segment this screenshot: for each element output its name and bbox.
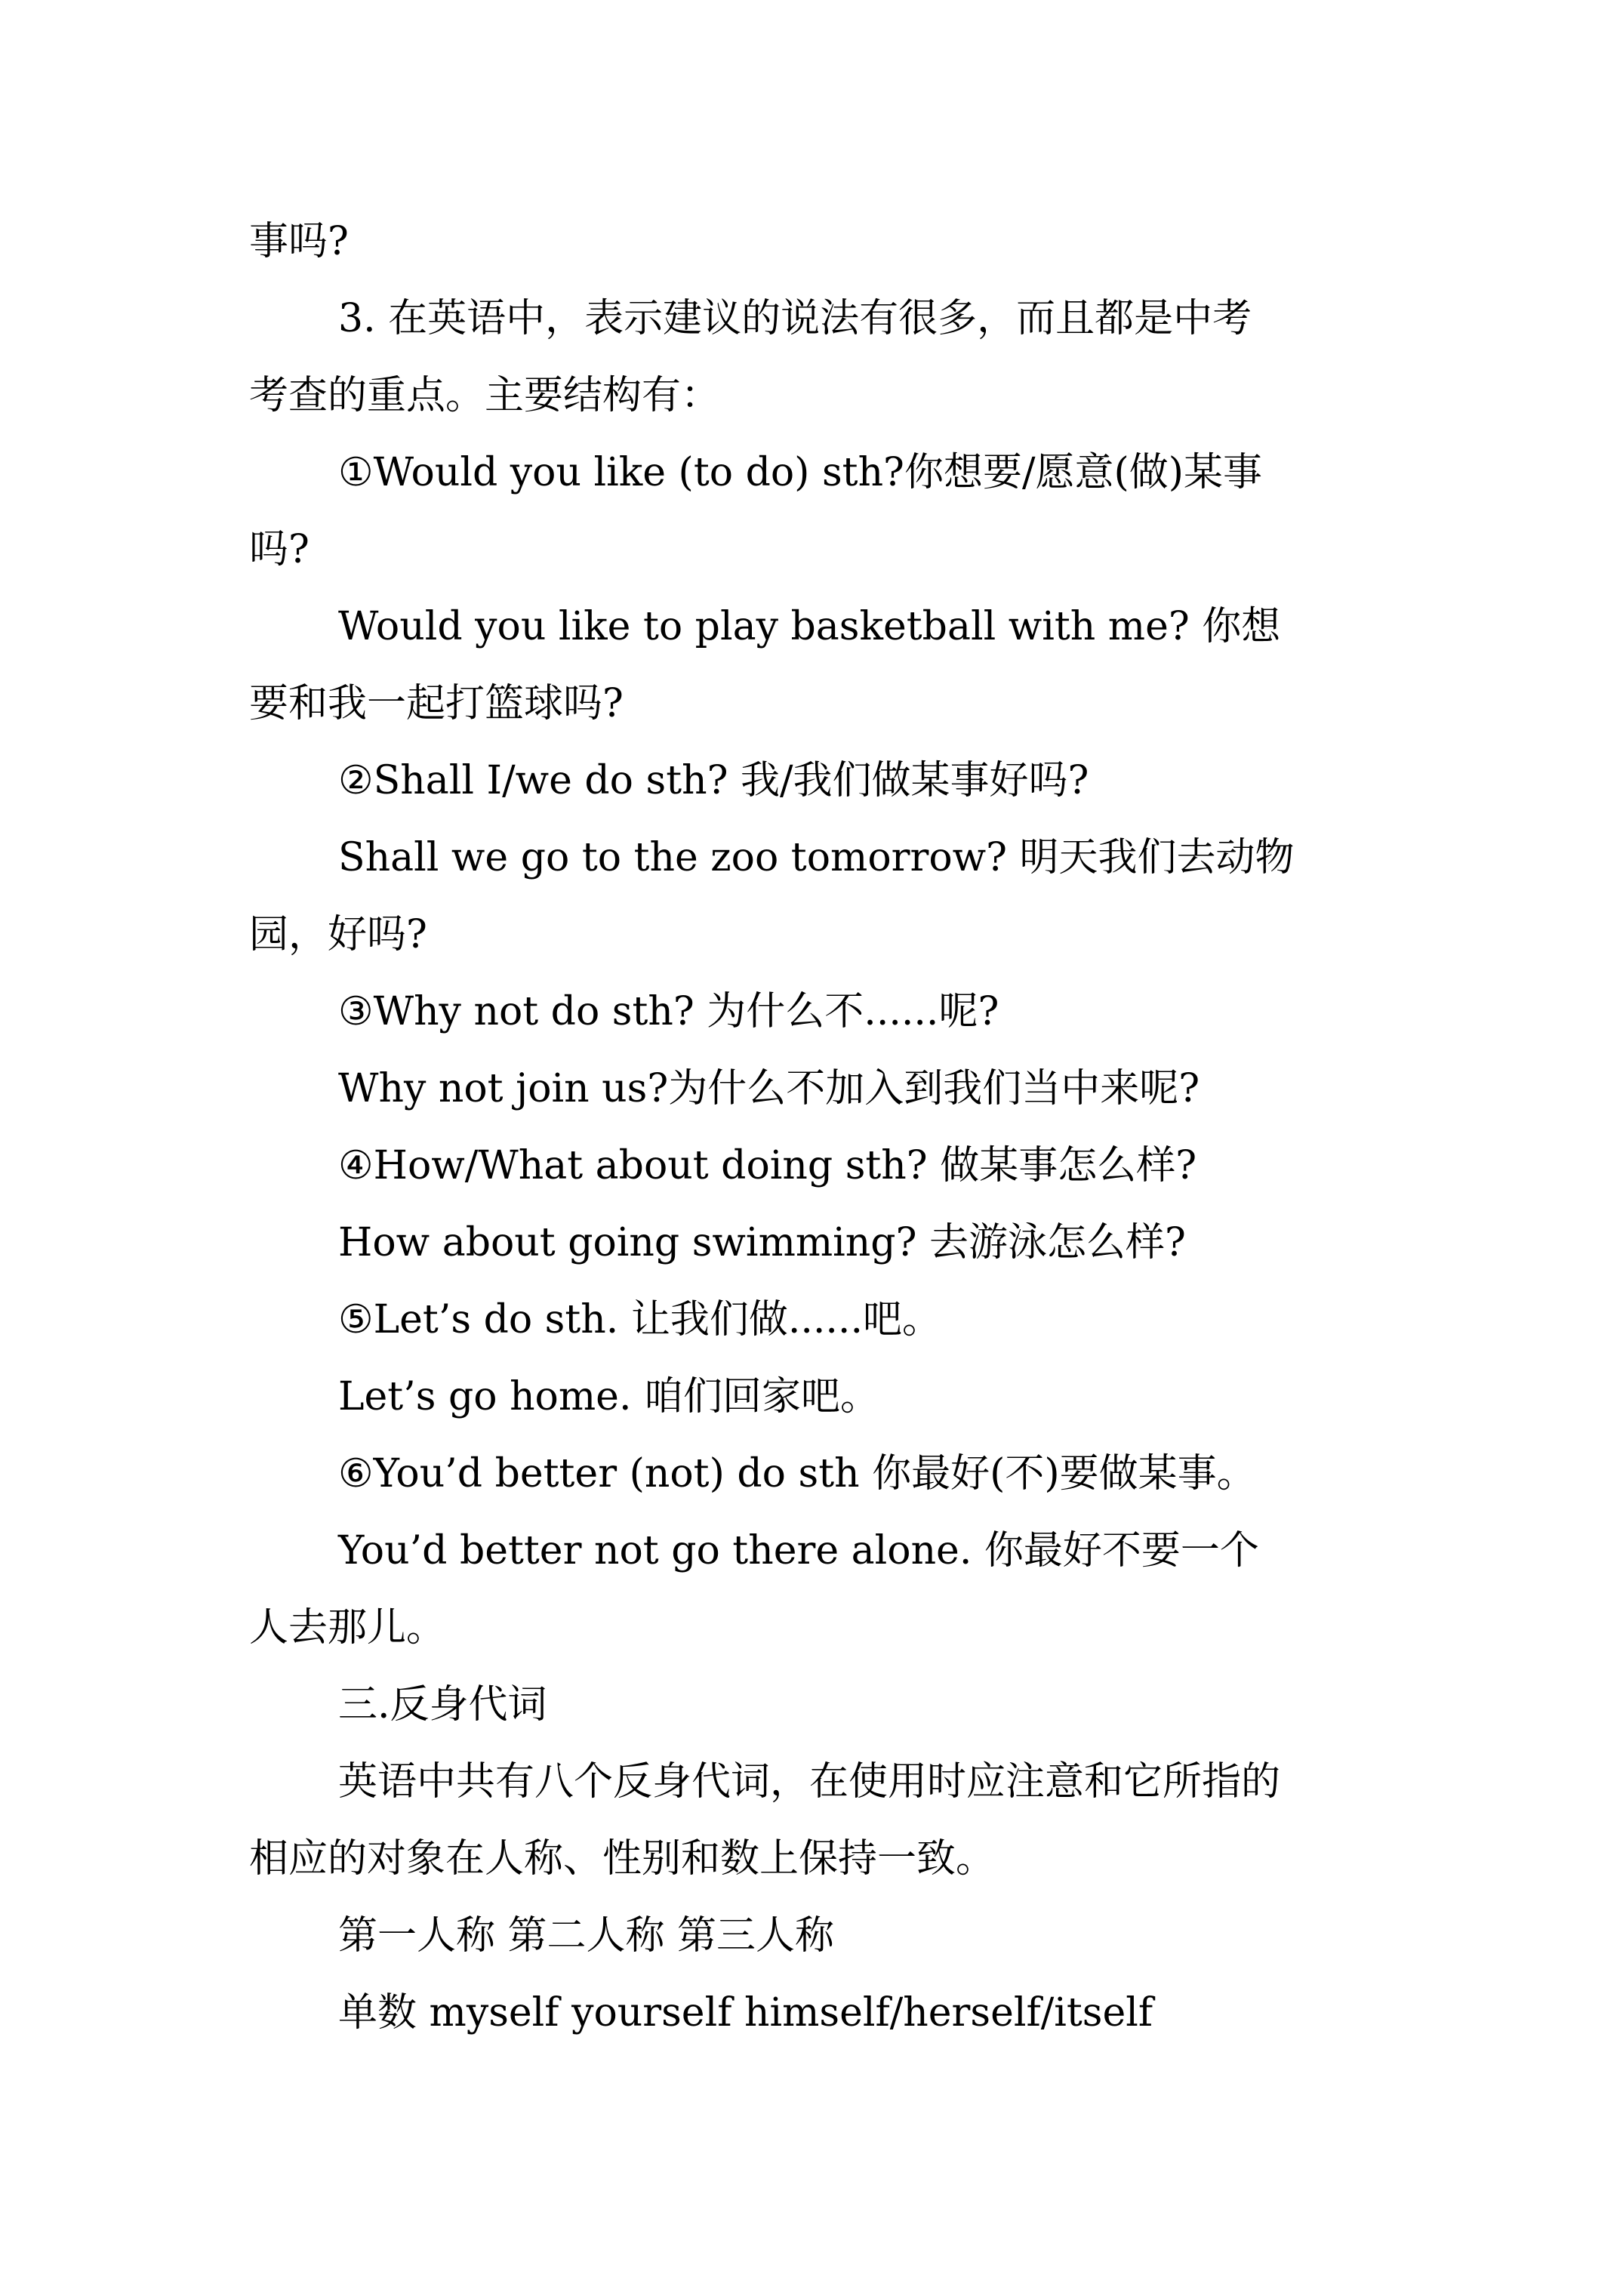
text-line: ③Why not do sth? 为什么不......呢? bbox=[338, 989, 999, 1034]
section-heading: 三.反身代词 bbox=[338, 1682, 547, 1727]
text-line: 人去那儿。 bbox=[249, 1605, 446, 1650]
text-line: ⑥You’d better (not) do sth 你最好(不)要做某事。 bbox=[338, 1451, 1256, 1496]
text-line: Would you like to play basketball with me? 你想 bbox=[338, 604, 1281, 649]
text-line: 要和我一起打篮球吗? bbox=[249, 681, 624, 726]
text-line: 单数 myself yourself himself/herself/itself bbox=[338, 1990, 1153, 2036]
text-line: Why not join us?为什么不加入到我们当中来呢? bbox=[338, 1066, 1200, 1111]
text-line: ②Shall I/we do sth? 我/我们做某事好吗? bbox=[338, 758, 1089, 803]
text-line: How about going swimming? 去游泳怎么样? bbox=[338, 1220, 1186, 1265]
text-line: 英语中共有八个反身代词，在使用时应注意和它所指的 bbox=[338, 1759, 1281, 1804]
text-line: 相应的对象在人称、性别和数上保持一致。 bbox=[249, 1836, 996, 1881]
text-line: 3. 在英语中，表示建议的说法有很多，而且都是中考 bbox=[338, 296, 1252, 341]
text-line: ④How/What about doing sth? 做某事怎么样? bbox=[338, 1143, 1197, 1188]
text-line: You’d better not go there alone. 你最好不要一个 bbox=[338, 1528, 1259, 1573]
text-line: ⑤Let’s do sth. 让我们做......吧。 bbox=[338, 1297, 941, 1342]
text-line: 考查的重点。主要结构有： bbox=[249, 373, 721, 418]
text-line: Let’s go home. 咱们回家吧。 bbox=[338, 1374, 880, 1419]
text-line: 吗? bbox=[249, 527, 310, 572]
text-line: 事吗? bbox=[249, 219, 349, 264]
text-line: ①Would you like (to do) sth?你想要/愿意(做)某事 bbox=[338, 450, 1263, 495]
text-line: 园，好吗? bbox=[249, 912, 427, 957]
text-line: Shall we go to the zoo tomorrow? 明天我们去动物 bbox=[338, 835, 1295, 880]
text-line: 第一人称 第二人称 第三人称 bbox=[338, 1913, 835, 1959]
